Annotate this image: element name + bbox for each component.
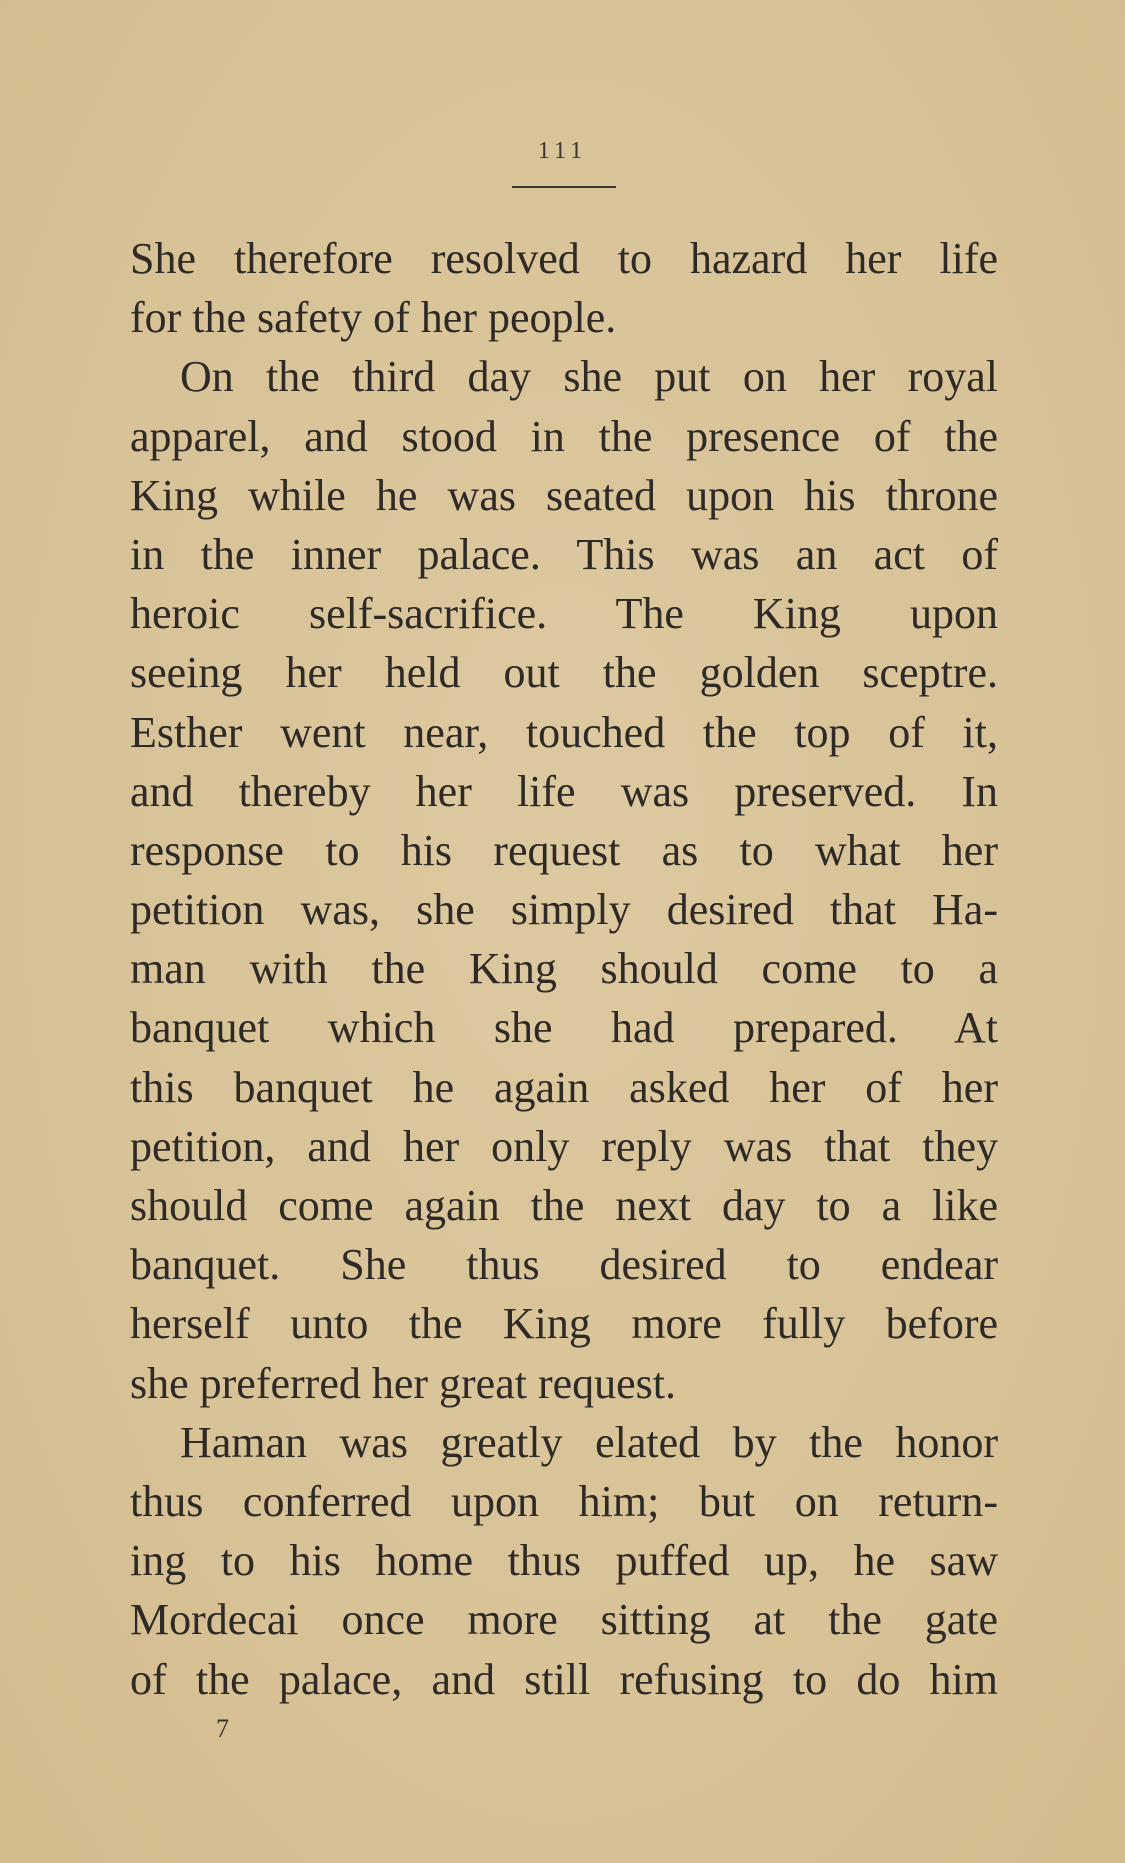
body-text xyxy=(130,229,998,1709)
text-line: Esther went near, touched the top of it, xyxy=(130,707,998,757)
text-line: seeing her held out the golden sceptre. xyxy=(130,648,998,698)
text-line: of the palace, and still refusing to do him xyxy=(130,1654,998,1704)
text-line: petition was, she simply desired that Ha- xyxy=(130,885,998,935)
text-line: ing to his home thus puffed up, he saw xyxy=(130,1536,998,1586)
text-line: She therefore resolved to hazard her life xyxy=(130,234,998,283)
text-line: On the third day she put on her royal xyxy=(180,352,998,402)
text-line: in the inner palace. This was an act of xyxy=(130,529,998,579)
text-line: herself unto the King more fully before xyxy=(130,1299,998,1349)
text-line: and thereby her life was preserved. In xyxy=(130,766,998,816)
text-line: response to his request as to what her xyxy=(130,825,998,875)
signature-mark: 7 xyxy=(216,1714,229,1743)
text-line: man with the King should come to a xyxy=(130,944,998,994)
text-line: banquet which she had prepared. At xyxy=(130,1003,998,1053)
text-line: should come again the next day to a like xyxy=(130,1181,998,1230)
text-line: heroic self-sacrifice. The King upon xyxy=(130,589,998,639)
text-line: thus conferred upon him; but on return- xyxy=(130,1476,998,1526)
text-line: she preferred her great request. xyxy=(130,1358,677,1408)
header-rule xyxy=(512,186,616,188)
text-line: banquet. She thus desired to endear xyxy=(130,1240,998,1290)
text-line: petition, and her only reply was that they xyxy=(130,1121,998,1171)
text-line: Mordecai once more sitting at the gate xyxy=(130,1595,998,1645)
text-line: King while he was seated upon his throne xyxy=(130,470,998,520)
text-line: Haman was greatly elated by the honor xyxy=(180,1417,998,1467)
text-line: for the safety of her people. xyxy=(130,293,617,343)
page-number: 111 xyxy=(537,138,588,164)
text-line: this banquet he again asked her of her xyxy=(130,1062,998,1112)
text-line: apparel, and stood in the presence of the xyxy=(130,411,998,461)
